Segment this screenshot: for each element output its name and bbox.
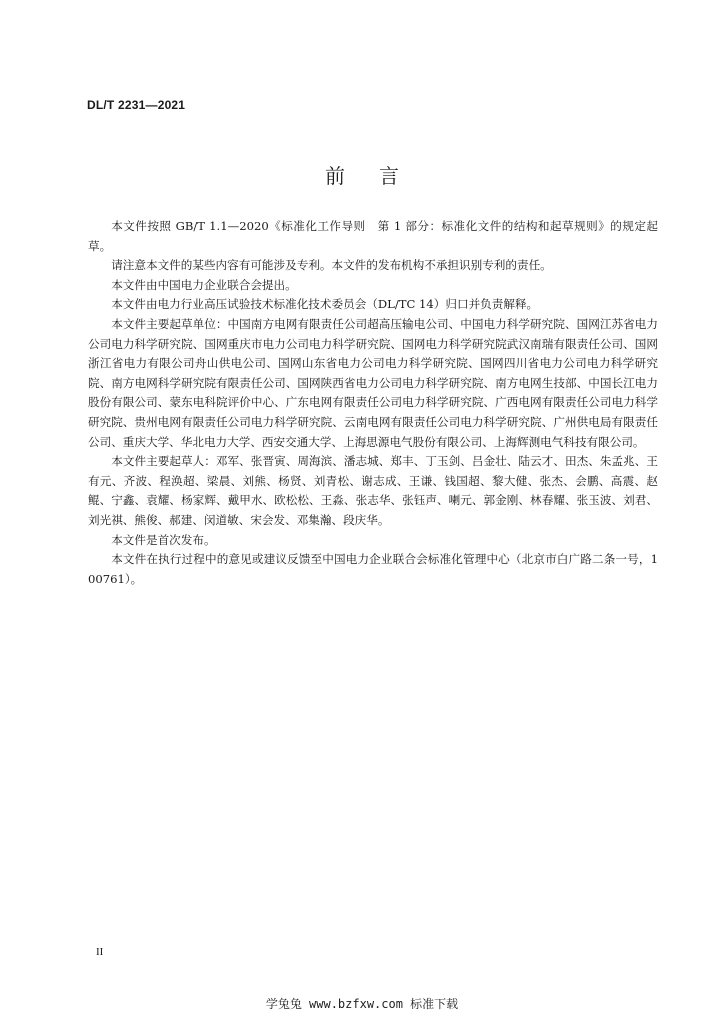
- standard-code: DL/T 2231—2021: [87, 98, 186, 112]
- paragraph-proposer: 本文件由中国电力企业联合会提出。: [111, 277, 297, 292]
- paragraph-drafters: 本文件主要起草人：邓军、张晋寅、周海滨、潘志城、郑丰、丁玉剑、吕金壮、陆云才、田杰、朱孟兆、王有元、齐波、程涣超、梁晨、刘熊、杨贤、刘青松、谢志成、王谦、钱国超、黎大健、张杰、会鹏、高震、赵鲲、宁鑫、袁耀、杨家辉、戴甲水、欧松松、王淼、张志华、张钰声、喇元、郭金刚、林春耀、张玉波、刘君、刘光祺、熊俊、郝建、闵道敏、宋会发、邓集瀚、段庆华。: [88, 454, 658, 527]
- paragraph-patent-notice: 请注意本文件的某些内容有可能涉及专利。本文件的发布机构不承担识别专利的责任。: [111, 258, 552, 273]
- page-title: 前言: [325, 164, 433, 188]
- paragraph-first-release: 本文件是首次发布。: [111, 532, 216, 547]
- paragraph-technical-committee: 本文件由电力行业高压试验技术标准化技术委员会（DL/TC 14）归口并负责解释。: [111, 297, 539, 312]
- paragraph-feedback: 本文件在执行过程中的意见或建议反馈至中国电力企业联合会标准化管理中心（北京市白广路二条一号，100761）。: [88, 552, 658, 586]
- watermark-text: 学兔兔 www.bzfxw.com 标准下载: [265, 997, 459, 1011]
- paragraph-drafting-rules: 本文件按照 GB/T 1.1—2020《标准化工作导则 第 1 部分：标准化文件的结构和起草规则》的规定起草。: [88, 219, 658, 253]
- foreword-body: [88, 217, 658, 589]
- page-number: II: [96, 946, 104, 958]
- paragraph-drafting-units: 本文件主要起草单位：中国南方电网有限责任公司超高压输电公司、中国电力科学研究院、国网江苏省电力公司电力科学研究院、国网重庆市电力公司电力科学研究院、国网电力科学研究院武汉南瑞有限责任公司、国网浙江省电力有限公司舟山供电公司、国网山东省电力公司电力科学研究院、国网四川省电力公司电力科学研究院、南方电网科学研究院有限责任公司、国网陕西省电力公司电力科学研究院、南方电网生技部、中国长江电力股份有限公司、蒙东电科院评价中心、广东电网有限责任公司电力科学研究院、广西电网有限责任公司电力科学研究院、贵州电网有限责任公司电力科学研究院、云南电网有限责任公司电力科学研究院、广州供电局有限责任公司、重庆大学、华北电力大学、西安交通大学、上海思源电气股份有限公司、上海辉测电气科技有限公司。: [88, 316, 658, 449]
